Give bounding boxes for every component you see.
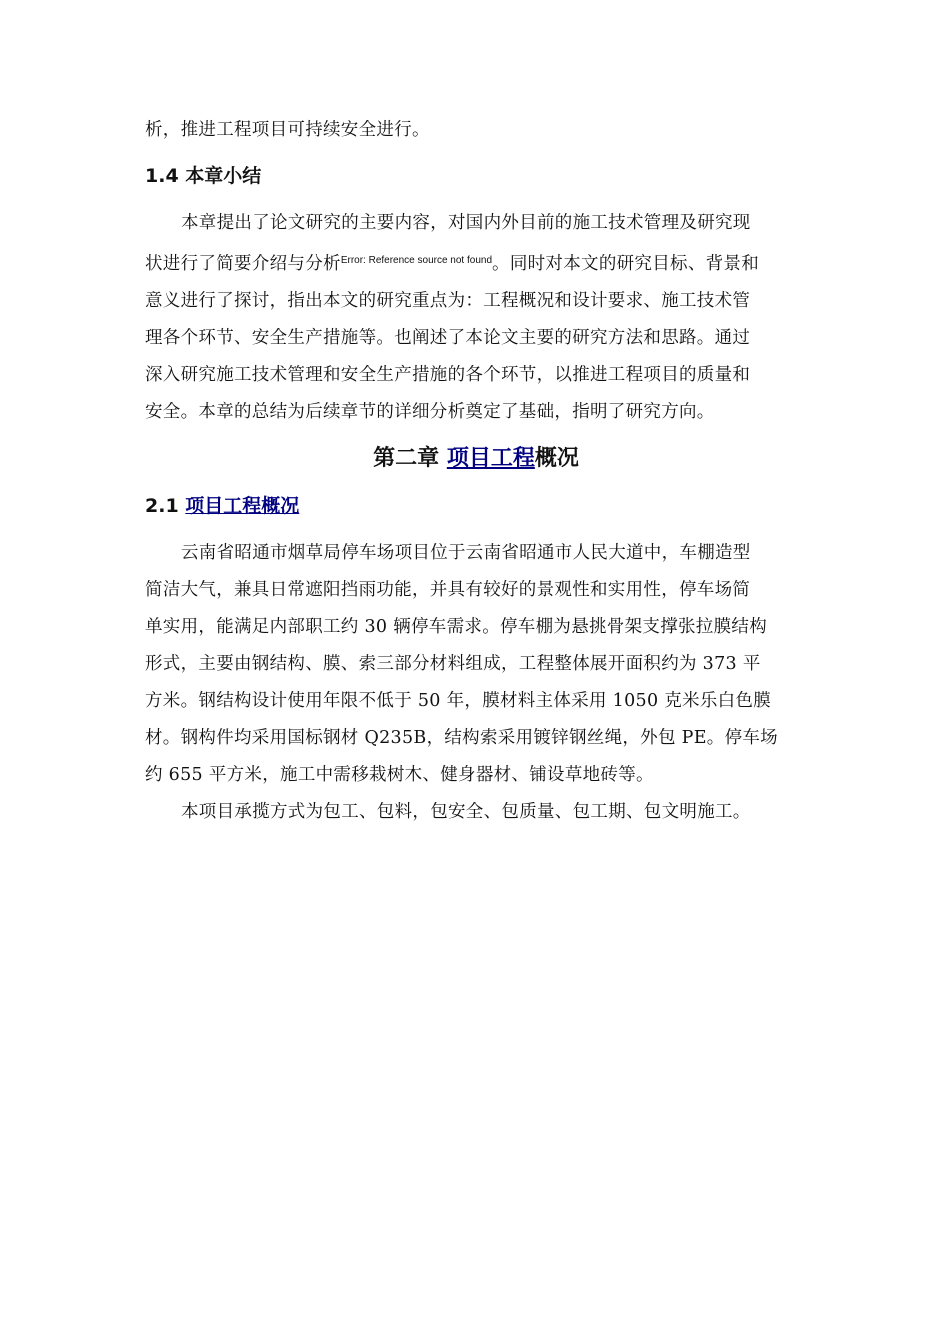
- section-heading-2-1: [145, 491, 807, 521]
- overview-line: 云南省昭通市烟草局停车场项目位于云南省昭通市人民大道中，车棚造型: [181, 543, 751, 563]
- overview-line: 方米。钢结构设计使用年限不低于 50 年，膜材料主体采用 1050 克米乐白色膜: [145, 691, 772, 711]
- summary-line: 理各个环节、安全生产措施等。也阐述了本论文主要的研究方法和思路。通过: [145, 328, 751, 348]
- summary-line-text: 状进行了简要介绍与分析: [145, 254, 341, 274]
- continuation-line: 析，推进工程项目可持续安全进行。: [145, 120, 430, 140]
- section-heading-1-4: [145, 161, 807, 191]
- section-number: 1.4: [145, 165, 179, 187]
- overview-line: 形式，主要由钢结构、膜、索三部分材料组成，工程整体展开面积约为 373 平: [145, 654, 761, 674]
- overview-paragraph: [145, 535, 807, 794]
- contract-paragraph: [145, 794, 807, 831]
- chapter-prefix: 第二章: [373, 446, 440, 471]
- summary-line: 意义进行了探讨，指出本文的研究重点为：工程概况和设计要求、施工技术管: [145, 291, 751, 311]
- summary-line-with-reference: [145, 242, 807, 283]
- summary-line-text-continued: 。同时对本文的研究目标、背景和: [492, 254, 760, 274]
- section-title-link[interactable]: 项目工程概况: [185, 495, 300, 517]
- continuation-paragraph: [145, 112, 807, 149]
- summary-line: 深入研究施工技术管理和安全生产措施的各个环节，以推进工程项目的质量和: [145, 365, 751, 385]
- overview-line: 材。钢构件均采用国标钢材 Q235B，结构索采用镀锌钢丝绳，外包 PE。停车场: [145, 728, 778, 748]
- overview-line: 约 655 平方米，施工中需移栽树木、健身器材、铺设草地砖等。: [145, 765, 654, 785]
- chapter-suffix: 概况: [534, 446, 579, 471]
- summary-paragraph: [145, 205, 807, 431]
- section-title: 本章小结: [185, 165, 262, 187]
- reference-error-marker[interactable]: Error: Reference source not found: [340, 255, 493, 266]
- chapter-link[interactable]: 项目工程: [446, 446, 535, 471]
- summary-line: 本章提出了论文研究的主要内容，对国内外目前的施工技术管理及研究现: [181, 213, 751, 233]
- section-number: 2.1: [145, 495, 179, 517]
- overview-line: 简洁大气，兼具日常遮阳挡雨功能，并具有较好的景观性和实用性，停车场简: [145, 580, 751, 600]
- chapter-heading: [145, 439, 807, 479]
- contract-line: 本项目承揽方式为包工、包料，包安全、包质量、包工期、包文明施工。: [181, 802, 751, 822]
- summary-line: 安全。本章的总结为后续章节的详细分析奠定了基础，指明了研究方向。: [145, 402, 715, 422]
- document-body: [145, 112, 807, 831]
- overview-line: 单实用，能满足内部职工约 30 辆停车需求。停车棚为悬挑骨架支撑张拉膜结构: [145, 617, 767, 637]
